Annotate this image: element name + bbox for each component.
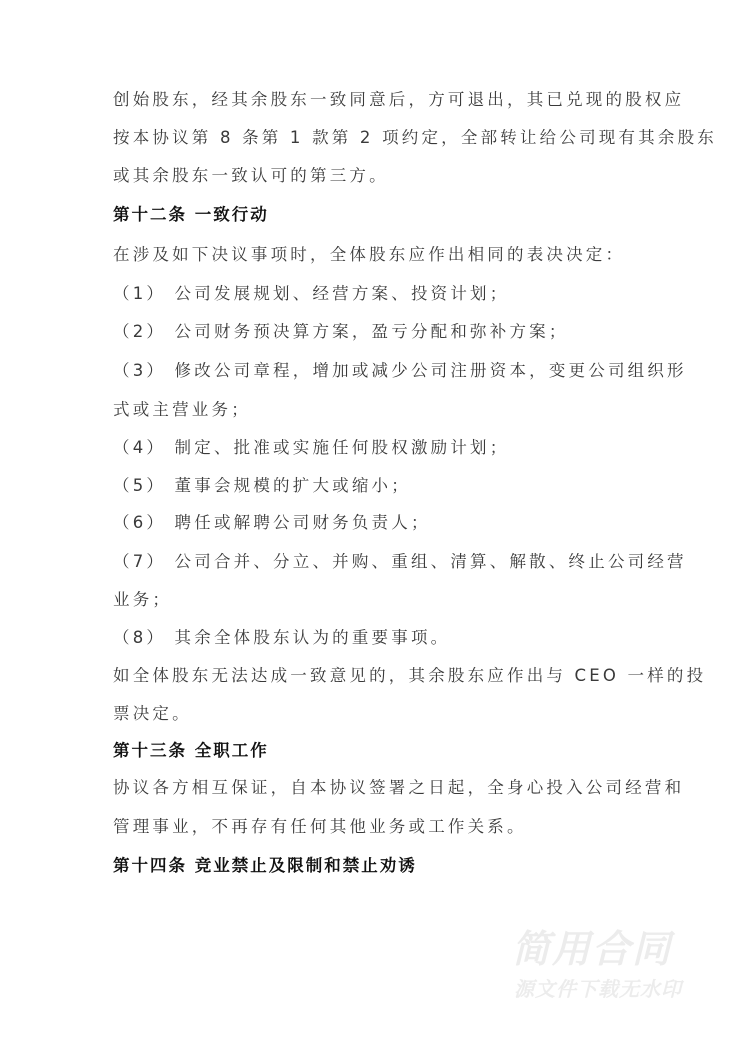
paragraph-line: 如全体股东无法达成一致意见的，其余股东应作出与 CEO 一样的投 [113, 666, 707, 685]
list-item-2: （2） 公司财务预决算方案，盈亏分配和弥补方案； [113, 322, 569, 341]
list-item-3: （3） 修改公司章程，增加或减少公司注册资本，变更公司组织形 [113, 361, 687, 380]
watermark-title: 简用合同 [512, 927, 673, 971]
paragraph-line: 管理事业，不再存有任何其他业务或工作关系。 [113, 817, 527, 836]
section-heading-12: 第十二条 一致行动 [113, 205, 269, 224]
list-item-8: （8） 其余全体股东认为的重要事项。 [113, 628, 451, 647]
list-item-4: （4） 制定、批准或实施任何股权激励计划； [113, 438, 510, 457]
watermark-subtitle: 源文件下载无水印 [514, 977, 682, 1001]
list-item-6: （6） 聘任或解聘公司财务负责人； [113, 513, 431, 532]
paragraph-line: 或其余股东一致认可的第三方。 [113, 166, 389, 185]
list-item-3-cont: 式或主营业务； [113, 400, 251, 419]
section-heading-13: 第十三条 全职工作 [113, 741, 269, 760]
list-item-7-cont: 业务； [113, 590, 173, 609]
paragraph-line: 创始股东，经其余股东一致同意后，方可退出，其已兑现的股权应 [113, 90, 685, 109]
paragraph-line: 票决定。 [113, 704, 192, 723]
section-heading-14: 第十四条 竞业禁止及限制和禁止劝诱 [113, 856, 417, 875]
list-item-5: （5） 董事会规模的扩大或缩小； [113, 476, 411, 495]
paragraph-line: 在涉及如下决议事项时，全体股东应作出相同的表决决定： [113, 245, 626, 264]
paragraph-line: 协议各方相互保证，自本协议签署之日起，全身心投入公司经营和 [113, 778, 685, 797]
paragraph-line: 按本协议第 8 条第 1 款第 2 项约定，全部转让给公司现有其余股东 [113, 128, 717, 147]
list-item-7: （7） 公司合并、分立、并购、重组、清算、解散、终止公司经营 [113, 552, 687, 571]
list-item-1: （1） 公司发展规划、经营方案、投资计划； [113, 284, 510, 303]
